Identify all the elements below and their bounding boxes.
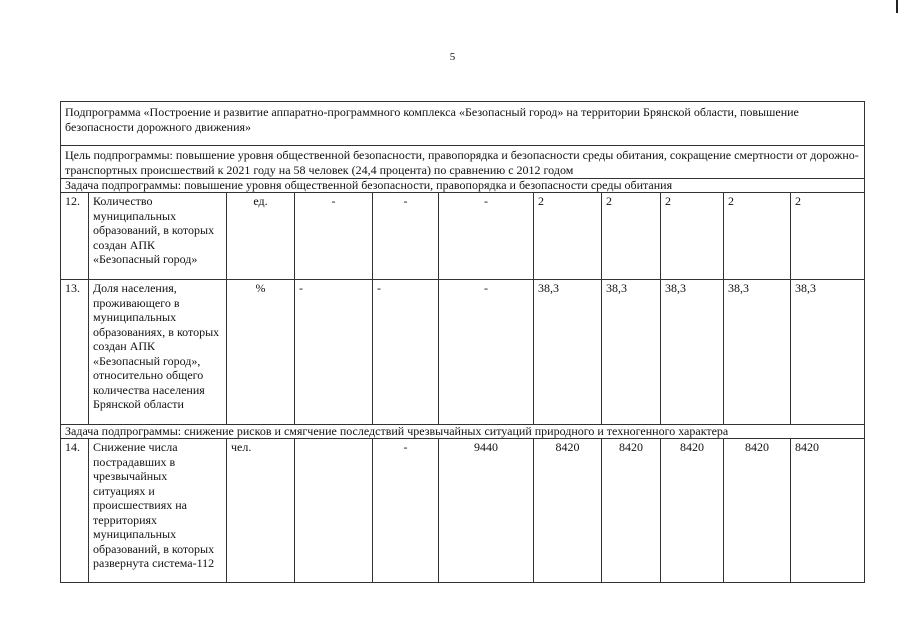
indicator-name: Доля населения, проживающего в муниципальных образованиях, в которых создан АПК «Безопасный город», относительно общего количества населения Брянской области <box>89 280 227 425</box>
value-cell: - <box>439 193 534 280</box>
value-cell: 2 <box>661 193 724 280</box>
value-cell: - <box>439 280 534 425</box>
value-cell: 9440 <box>439 439 534 583</box>
value-cell: 8420 <box>724 439 791 583</box>
value-cell: 8420 <box>534 439 602 583</box>
subprogram-task-1: Задача подпрограммы: повышение уровня общественной безопасности, правопорядка и безопасности среды обитания <box>61 179 865 193</box>
row-number: 12. <box>61 193 89 280</box>
row-number: 14. <box>61 439 89 583</box>
value-cell: 8420 <box>791 439 865 583</box>
page-number: 5 <box>449 51 456 63</box>
value-cell: 38,3 <box>791 280 865 425</box>
value-cell: - <box>295 193 373 280</box>
indicator-name: Снижение числа пострадавших в чрезвычайных ситуациях и происшествиях на территориях муниципальных образований, в которых развернута система-112 <box>89 439 227 583</box>
value-cell: 2 <box>534 193 602 280</box>
value-cell: 38,3 <box>602 280 661 425</box>
value-cell: - <box>373 439 439 583</box>
subprogram-task-2: Задача подпрограммы: снижение рисков и смягчение последствий чрезвычайных ситуаций природного и техногенного характера <box>61 425 865 439</box>
value-cell: 2 <box>791 193 865 280</box>
value-cell: 2 <box>724 193 791 280</box>
subprogram-goal: Цель подпрограммы: повышение уровня общественной безопасности, правопорядка и безопасности среды обитания, сокращение смертности от дорожно-транспортных происшествий к 2021 году на 58 человек (24,4 процента) по сравнению с 2012 годом <box>61 146 865 179</box>
subprogram-title: Подпрограмма «Построение и развитие аппаратно-программного комплекса «Безопасный город» на территории Брянской области, повышение безопасности дорожного движения» <box>61 102 865 146</box>
table-row <box>61 280 865 425</box>
value-cell <box>295 439 373 583</box>
value-cell: - <box>373 193 439 280</box>
scan-edge-mark <box>896 0 898 13</box>
unit-cell: чел. <box>227 439 295 583</box>
indicator-name: Количество муниципальных образований, в которых создан АПК «Безопасный город» <box>89 193 227 280</box>
value-cell: - <box>295 280 373 425</box>
value-cell: 8420 <box>602 439 661 583</box>
unit-cell: ед. <box>227 193 295 280</box>
row-number: 13. <box>61 280 89 425</box>
value-cell: 8420 <box>661 439 724 583</box>
table-row <box>61 193 865 280</box>
value-cell: - <box>373 280 439 425</box>
unit-cell: % <box>227 280 295 425</box>
value-cell: 2 <box>602 193 661 280</box>
value-cell: 38,3 <box>724 280 791 425</box>
table-row <box>61 439 865 583</box>
indicators-table <box>60 101 865 583</box>
value-cell: 38,3 <box>534 280 602 425</box>
value-cell: 38,3 <box>661 280 724 425</box>
